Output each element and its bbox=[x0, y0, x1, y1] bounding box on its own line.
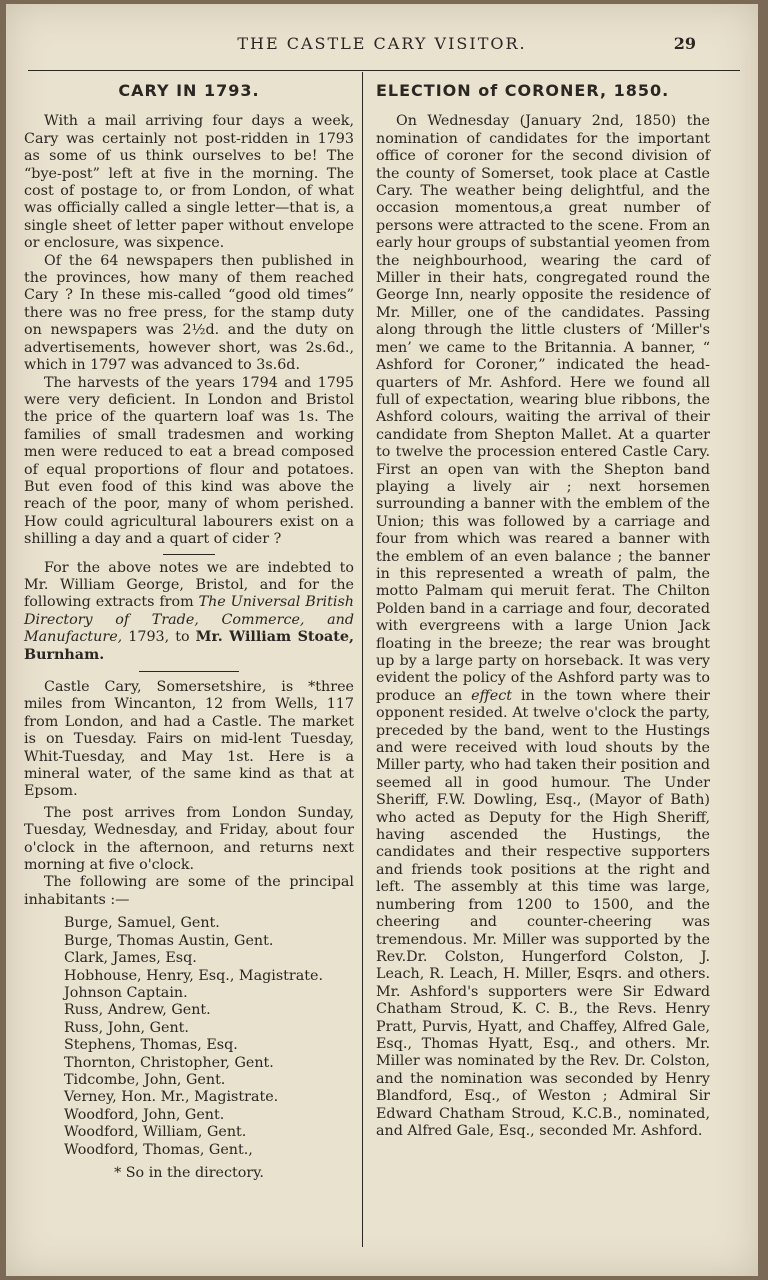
ack-text-b: 1793, to bbox=[122, 629, 196, 646]
footnote: * So in the directory. bbox=[114, 1164, 264, 1181]
right-column bbox=[376, 78, 710, 1140]
list-item: Woodford, Thomas, Gent., bbox=[64, 1141, 253, 1158]
divider bbox=[139, 671, 239, 672]
header-rule bbox=[28, 70, 740, 71]
election-text-a: On Wednesday (January 2nd, 1850) the nomination of candidates for the important office of coroner for the second division of the county of Somerset, took place at Castle Cary. The weather being delightful, and the occasion momentous,a great number of persons were attracted to the scene. From an early hour groups of substantial yeomen from the neighbourhood, wearing the card of Miller in their hats, congregated round the George Inn, nearly opposite the residence of Mr. Miller, one of the candidates. Passing along through the little clusters of ‘Miller's men’ we came to the Britannia. A banner, “ Ashford for Coroner,” indicated the head-quarters of Mr. Ashford. Here we found all full of expectation, wearing blue ribbons, the Ashford colours, waiting the arrival of their candidate from Shepton Mallet. At a quarter to twelve the procession entered Castle Cary. First an open van with the Shepton band playing a lively air ; next horsemen surrounding a banner with the emblem of the Union; this was followed by a carriage and four from which was reared a banner with the emblem of an even balance ; the banner in this represented a wreath of palm, the motto Palmam qui meruit ferat. The Chilton Polden band in a carriage and four, decorated with evergreens with a large Union Jack floating in the breeze; the rear was brought up by a large party on horseback. It was very evident the policy of the Ashford party was to produce an bbox=[376, 113, 710, 704]
list-item: Russ, Andrew, Gent. bbox=[64, 1002, 211, 1019]
election-text-b: in the town where their opponent resided. At twelve o'clock the party, preceded by the band, went to the Hustings and were received with loud shouts by the Miller party, who had taken their position and seemed all in good humour. The Under Sheriff, F.W. Dowling, Esq., (Mayor of Bath) who acted as Deputy for the High Sheriff, having ascended the Hustings, the candidates and their respective supporters and friends took positions at the right and left. The assembly at this time was large, numbering from 1200 to 1500, and the cheering and counter-cheering was tremendous. Mr. Miller was supported by the Rev.Dr. Colston, Hungerford Colston, J. Leach, R. Leach, H. Miller, Esqrs. and others. Mr. Ashford's supporters were Sir Edward Chatham Stroud, K. C. B., the Revs. Henry Pratt, Purvis, Hyatt, and Chaffey, Alfred Gale, Esq., Thomas Hyatt, Esq., and others. Mr. Miller was nominated by the Rev. Dr. Colston, and the nomination was seconded by Henry Blandford, Esq., of Weston ; Admiral Sir Edward Chatham Stroud, K.C.B., nominated, and Alfred Gale, Esq., seconded Mr. Ashford. bbox=[376, 687, 710, 1139]
paragraph-castle-cary: Castle Cary, Somersetshire, is *three miles from Wincanton, 12 from Wells, 117 from London, and had a Castle. The market is on Tuesday. Fairs on mid-lent Tuesday, Whit-Tuesday, and May 1st. Here is a mineral water, of the same kind as that at Epsom. bbox=[24, 679, 354, 800]
list-item: Thornton, Christopher, Gent. bbox=[64, 1054, 274, 1071]
running-title: THE CASTLE CARY VISITOR. bbox=[237, 34, 527, 53]
section-title-election: ELECTION of CORONER, 1850. bbox=[376, 81, 670, 100]
paragraph-mail: With a mail arriving four days a week, Cary was certainly not post-ridden in 1793 as some of us think ourselves to be! The “bye-post” left at five in the morning. The cost of postage to, or from London, of what was officially called a single letter—that is, a single sheet of letter paper without envelope or enclosure, was sixpence. bbox=[24, 113, 354, 252]
ack-text-a: For the above notes we are indebted to Mr. William George, Bristol, and for the following extracts from bbox=[24, 559, 354, 611]
list-item: Woodford, William, Gent. bbox=[64, 1124, 247, 1141]
emphasis-effect: effect bbox=[471, 687, 512, 704]
divider bbox=[163, 554, 215, 555]
list-item: Johnson Captain. bbox=[64, 984, 188, 1001]
list-item: Woodford, John, Gent. bbox=[64, 1106, 225, 1123]
list-item: Burge, Samuel, Gent. bbox=[64, 915, 220, 932]
paragraph-post: The post arrives from London Sunday, Tuesday, Wednesday, and Friday, about four o'clock in the afternoon, and returns next morning at five o'clock. bbox=[24, 804, 354, 874]
ack-name: Mr. William Stoate, Burnham. bbox=[24, 629, 354, 663]
left-column bbox=[24, 78, 354, 1182]
directory-title: The Universal British Directory of Trade, Commerce, and Manufacture, bbox=[24, 594, 354, 646]
column-divider bbox=[362, 72, 363, 1247]
paragraph-inhabitants-intro: The following are some of the principal inhabitants :— bbox=[24, 874, 354, 908]
list-item: Hobhouse, Henry, Esq., Magistrate. bbox=[64, 967, 324, 984]
paragraph-acknowledgement bbox=[24, 560, 354, 664]
list-item: Russ, John, Gent. bbox=[64, 1019, 189, 1036]
page bbox=[6, 4, 758, 1276]
list-item: Verney, Hon. Mr., Magistrate. bbox=[64, 1089, 279, 1106]
inhabitants-list bbox=[64, 915, 354, 1159]
paragraph-harvests: The harvests of the years 1794 and 1795 were very deficient. In London and Bristol the price of the quartern loaf was 1s. The families of small tradesmen and working men were reduced to eat a bread composed of equal proportions of flour and potatoes. But even food of this kind was above the reach of the poor, many of whom perished. How could agricultural labourers exist on a shilling a day and a quart of cider ? bbox=[24, 374, 354, 548]
list-item: Clark, James, Esq. bbox=[64, 950, 197, 967]
list-item: Burge, Thomas Austin, Gent. bbox=[64, 932, 274, 949]
page-header bbox=[6, 34, 758, 58]
page-number: 29 bbox=[673, 34, 696, 53]
paragraph-newspapers: Of the 64 newspapers then published in the provinces, how many of them reached Cary ? In these mis-called “good old times” there was no free press, for the stamp duty on newspapers was 2½d. and the duty on advertisements, however short, was 2s.6d., which in 1797 was advanced to 3s.6d. bbox=[24, 252, 354, 374]
paragraph-election bbox=[376, 113, 710, 1140]
list-item: Tidcombe, John, Gent. bbox=[64, 1071, 226, 1088]
section-title-cary-1793: CARY IN 1793. bbox=[118, 81, 260, 100]
list-item: Stephens, Thomas, Esq. bbox=[64, 1037, 238, 1054]
